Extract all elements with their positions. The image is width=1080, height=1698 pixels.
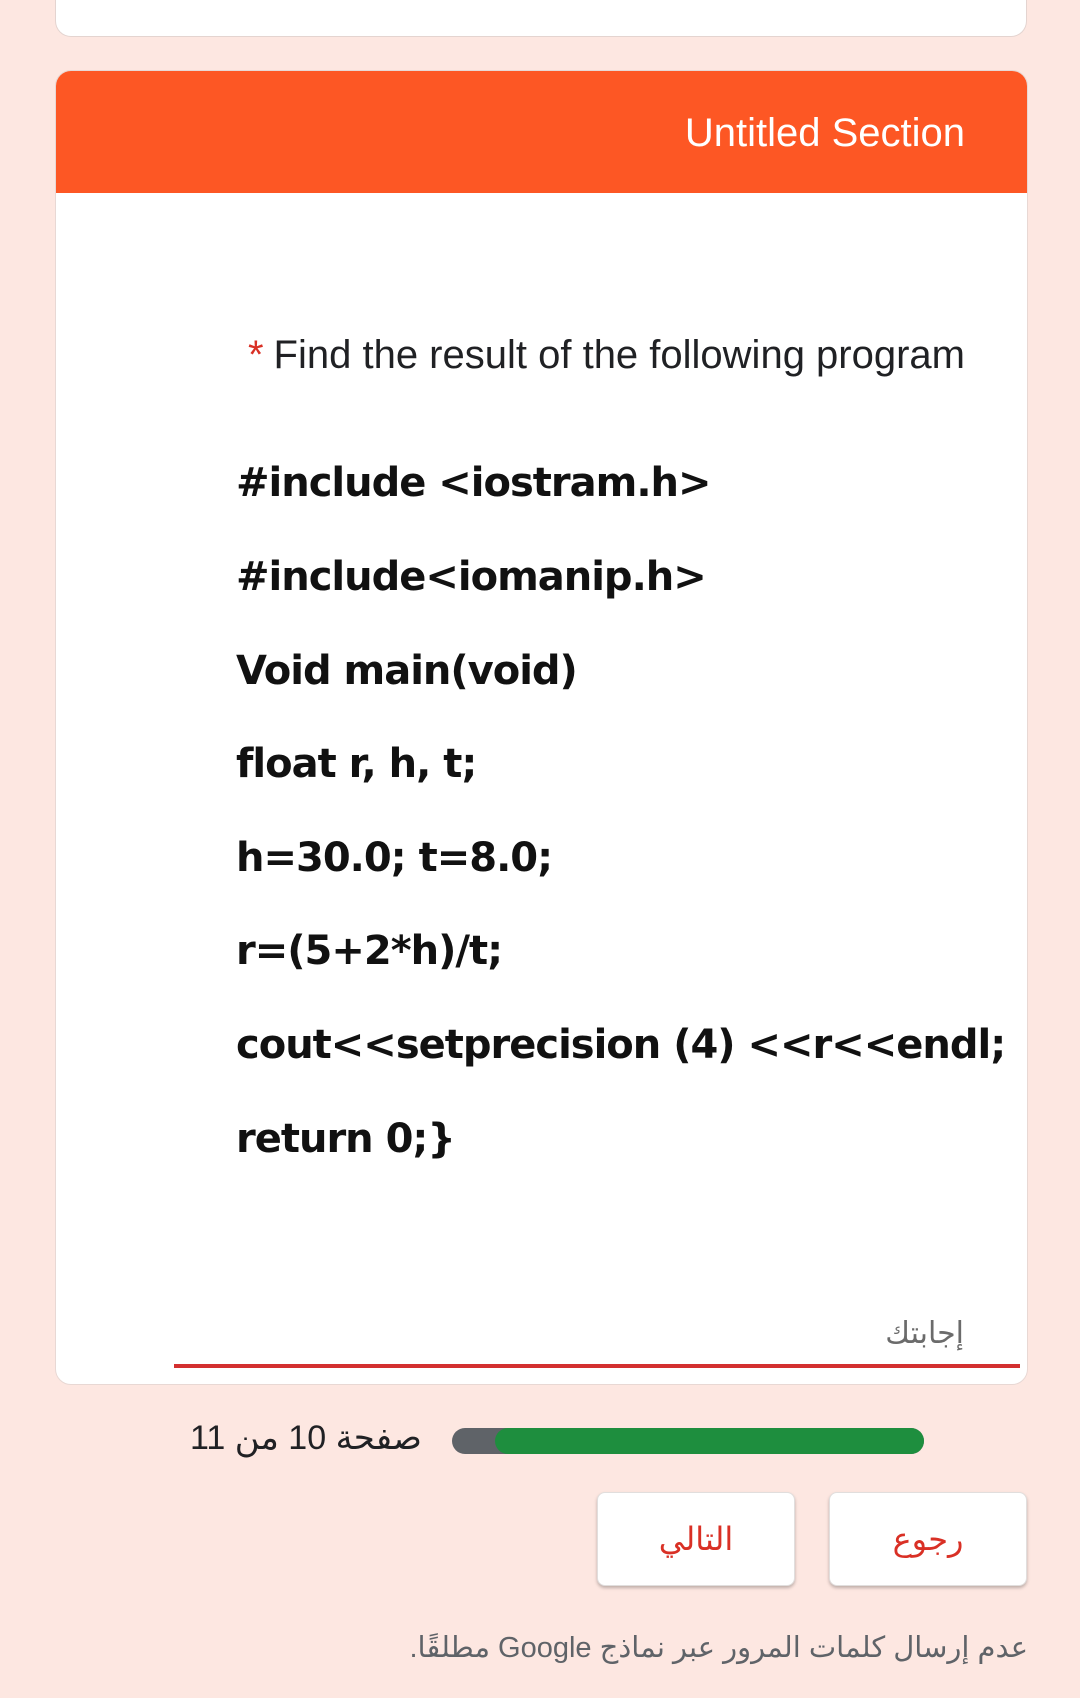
- answer-input[interactable]: إجابتك: [885, 1317, 964, 1350]
- question-title: [248, 329, 965, 381]
- code-line: #include <iostram.h>: [236, 460, 711, 506]
- code-line: return 0;}: [236, 1116, 455, 1162]
- password-warning: عدم إرسال كلمات المرور عبر نماذج Google مطلقًا.: [409, 1632, 1028, 1664]
- code-line: h=30.0; t=8.0;: [236, 835, 553, 881]
- code-line: Void main(void): [236, 648, 577, 694]
- code-line: r=(5+2*h)/t;: [236, 928, 503, 974]
- code-line: #include<iomanip.h>: [236, 554, 706, 600]
- code-line: float r, h, t;: [236, 741, 477, 787]
- section-header: [56, 71, 1027, 193]
- page-counter: صفحة 10 من 11: [190, 1419, 422, 1457]
- question-text: Find the result of the following program: [273, 333, 965, 377]
- previous-card: [55, 0, 1027, 37]
- next-button[interactable]: التالي: [597, 1492, 795, 1586]
- section-title: Untitled Section: [684, 111, 965, 155]
- back-button[interactable]: رجوع: [829, 1492, 1027, 1586]
- section-card: [55, 70, 1028, 1385]
- code-line: cout<<setprecision (4) <<r<<endl;: [236, 1022, 1006, 1068]
- progress-bar-fill: [495, 1428, 924, 1454]
- answer-underline: [174, 1364, 1020, 1368]
- progress-bar: [452, 1428, 924, 1454]
- required-asterisk: *: [247, 333, 264, 377]
